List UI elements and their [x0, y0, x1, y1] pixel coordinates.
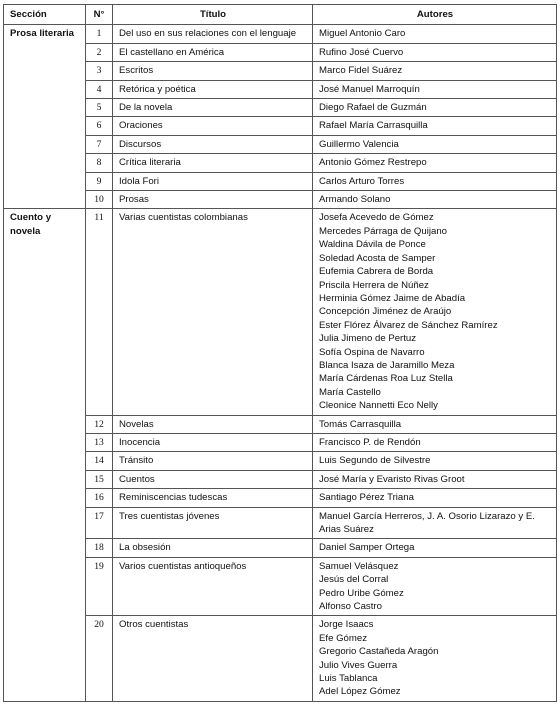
- row-number: 14: [86, 452, 113, 470]
- author-name: Miguel Antonio Caro: [319, 28, 406, 40]
- author-name: José Manuel Marroquín: [319, 83, 420, 95]
- author-name: Sofía Ospina de Navarro: [319, 346, 425, 358]
- table-row: [4, 62, 557, 80]
- author-name: María Castello: [319, 386, 381, 398]
- row-authors: [313, 172, 557, 190]
- author-name: Jorge Isaacs: [319, 619, 374, 631]
- row-title: De la novela: [113, 99, 313, 117]
- table-row: [4, 80, 557, 98]
- row-title: Novelas: [113, 415, 313, 433]
- author-name: Herminia Gómez Jaime de Abadía: [319, 292, 466, 304]
- row-authors: [313, 99, 557, 117]
- row-number: 9: [86, 172, 113, 190]
- author-name: Adel López Gómez: [319, 686, 401, 698]
- collection-table: [3, 4, 557, 702]
- author-name: Mercedes Párraga de Quijano: [319, 225, 447, 237]
- row-authors: [313, 43, 557, 61]
- row-title: Retórica y poética: [113, 80, 313, 98]
- author-name: Diego Rafael de Guzmán: [319, 102, 427, 114]
- row-authors: [313, 135, 557, 153]
- author-name: Rafael María Carrasquilla: [319, 120, 428, 132]
- table-body: [4, 25, 557, 701]
- row-number: 8: [86, 154, 113, 172]
- author-name: Manuel García Herreros, J. A. Osorio Lizarazo y E.: [319, 510, 535, 522]
- row-title: La obsesión: [113, 539, 313, 557]
- author-name: Eufemia Cabrera de Borda: [319, 266, 434, 278]
- header-section: Sección: [4, 5, 86, 25]
- row-authors: [313, 616, 557, 701]
- row-title: Reminiscencias tudescas: [113, 489, 313, 507]
- row-number: 15: [86, 470, 113, 488]
- section-cell: [4, 209, 86, 701]
- row-number: 18: [86, 539, 113, 557]
- row-authors: [313, 62, 557, 80]
- header-title: Título: [113, 5, 313, 25]
- row-title: Oraciones: [113, 117, 313, 135]
- row-number: 11: [86, 209, 113, 415]
- author-name: Luis Segundo de Silvestre: [319, 455, 431, 467]
- author-name: Cleonice Nannetti Eco Nelly: [319, 400, 438, 412]
- row-number: 10: [86, 191, 113, 209]
- author-name: Ester Flórez Álvarez de Sánchez Ramírez: [319, 319, 498, 331]
- row-number: 16: [86, 489, 113, 507]
- row-authors: [313, 507, 557, 539]
- author-name: Rufino José Cuervo: [319, 46, 404, 58]
- row-authors: [313, 470, 557, 488]
- row-title: Idola Fori: [113, 172, 313, 190]
- row-authors: [313, 433, 557, 451]
- author-name: Efe Gómez: [319, 632, 367, 644]
- row-number: 13: [86, 433, 113, 451]
- table-row: [4, 616, 557, 701]
- row-number: 3: [86, 62, 113, 80]
- row-authors: [313, 191, 557, 209]
- author-name: Antonio Gómez Restrepo: [319, 157, 427, 169]
- author-name: José María y Evaristo Rivas Groot: [319, 473, 465, 485]
- row-title: El castellano en América: [113, 43, 313, 61]
- row-number: 19: [86, 557, 113, 616]
- row-authors: [313, 154, 557, 172]
- author-name: Daniel Samper Ortega: [319, 542, 415, 554]
- row-title: Tres cuentistas jóvenes: [113, 507, 313, 539]
- row-authors: [313, 452, 557, 470]
- row-number: 2: [86, 43, 113, 61]
- row-title: Del uso en sus relaciones con el lenguaje: [113, 25, 313, 43]
- row-authors: [313, 80, 557, 98]
- row-authors: [313, 489, 557, 507]
- row-authors: [313, 557, 557, 616]
- table-row: [4, 415, 557, 433]
- table-row: [4, 557, 557, 616]
- section-label-line: Prosa literaria: [10, 28, 74, 40]
- author-name: Samuel Velásquez: [319, 560, 399, 572]
- row-title: Varios cuentistas antioqueños: [113, 557, 313, 616]
- row-number: 4: [86, 80, 113, 98]
- author-name: Arias Suárez: [319, 524, 374, 535]
- author-name: Josefa Acevedo de Gómez: [319, 212, 434, 224]
- author-name: Alfonso Castro: [319, 601, 382, 613]
- row-title: Cuentos: [113, 470, 313, 488]
- author-name: Armando Solano: [319, 194, 391, 206]
- author-name: Santiago Pérez Triana: [319, 492, 414, 504]
- row-authors: [313, 415, 557, 433]
- header-number: N°: [86, 5, 113, 25]
- author-name: Guillermo Valencia: [319, 138, 399, 150]
- row-number: 20: [86, 616, 113, 701]
- table-row: [4, 99, 557, 117]
- table-row: [4, 452, 557, 470]
- author-name: Concepción Jiménez de Araújo: [319, 306, 452, 318]
- table-row: [4, 507, 557, 539]
- author-name: Soledad Acosta de Samper: [319, 252, 436, 264]
- author-name: Luis Tablanca: [319, 673, 378, 685]
- row-title: Escritos: [113, 62, 313, 80]
- table-row: [4, 489, 557, 507]
- row-number: 6: [86, 117, 113, 135]
- author-name: María Cárdenas Roa Luz Stella: [319, 373, 453, 385]
- section-label-line: Cuento y: [10, 212, 52, 224]
- table-row: [4, 470, 557, 488]
- header-authors: Autores: [313, 5, 557, 25]
- author-name: Blanca Isaza de Jaramillo Meza: [319, 359, 455, 371]
- row-title: Discursos: [113, 135, 313, 153]
- author-name: Waldina Dávila de Ponce: [319, 239, 426, 251]
- table-row: [4, 209, 557, 415]
- row-title: Inocencia: [113, 433, 313, 451]
- header-row: [4, 5, 557, 25]
- author-name: Jesús del Corral: [319, 574, 389, 586]
- row-title: Crítica literaria: [113, 154, 313, 172]
- table-row: [4, 25, 557, 43]
- table-row: [4, 433, 557, 451]
- row-title: Otros cuentistas: [113, 616, 313, 701]
- table-row: [4, 191, 557, 209]
- row-authors: [313, 117, 557, 135]
- author-name: Francisco P. de Rendón: [319, 436, 421, 448]
- table-row: [4, 172, 557, 190]
- table-row: [4, 117, 557, 135]
- table-row: [4, 154, 557, 172]
- row-number: 5: [86, 99, 113, 117]
- author-name: Carlos Arturo Torres: [319, 175, 405, 187]
- table-row: [4, 539, 557, 557]
- author-name: Gregorio Castañeda Aragón: [319, 646, 439, 658]
- row-authors: [313, 209, 557, 415]
- row-number: 17: [86, 507, 113, 539]
- row-number: 12: [86, 415, 113, 433]
- row-authors: [313, 539, 557, 557]
- author-name: Pedro Uribe Gómez: [319, 587, 404, 599]
- row-number: 1: [86, 25, 113, 43]
- author-name: Julia Jimeno de Pertuz: [319, 333, 417, 345]
- author-name: Tomás Carrasquilla: [319, 418, 402, 430]
- row-number: 7: [86, 135, 113, 153]
- table-row: [4, 135, 557, 153]
- author-name: Julio Vives Guerra: [319, 659, 398, 671]
- section-cell: [4, 25, 86, 209]
- row-title: Tránsito: [113, 452, 313, 470]
- section-label-line: novela: [10, 225, 41, 237]
- table-row: [4, 43, 557, 61]
- author-name: Marco Fidel Suárez: [319, 65, 403, 77]
- row-authors: [313, 25, 557, 43]
- row-title: Prosas: [113, 191, 313, 209]
- author-name: Priscila Herrera de Núñez: [319, 279, 429, 291]
- row-title: Varias cuentistas colombianas: [113, 209, 313, 415]
